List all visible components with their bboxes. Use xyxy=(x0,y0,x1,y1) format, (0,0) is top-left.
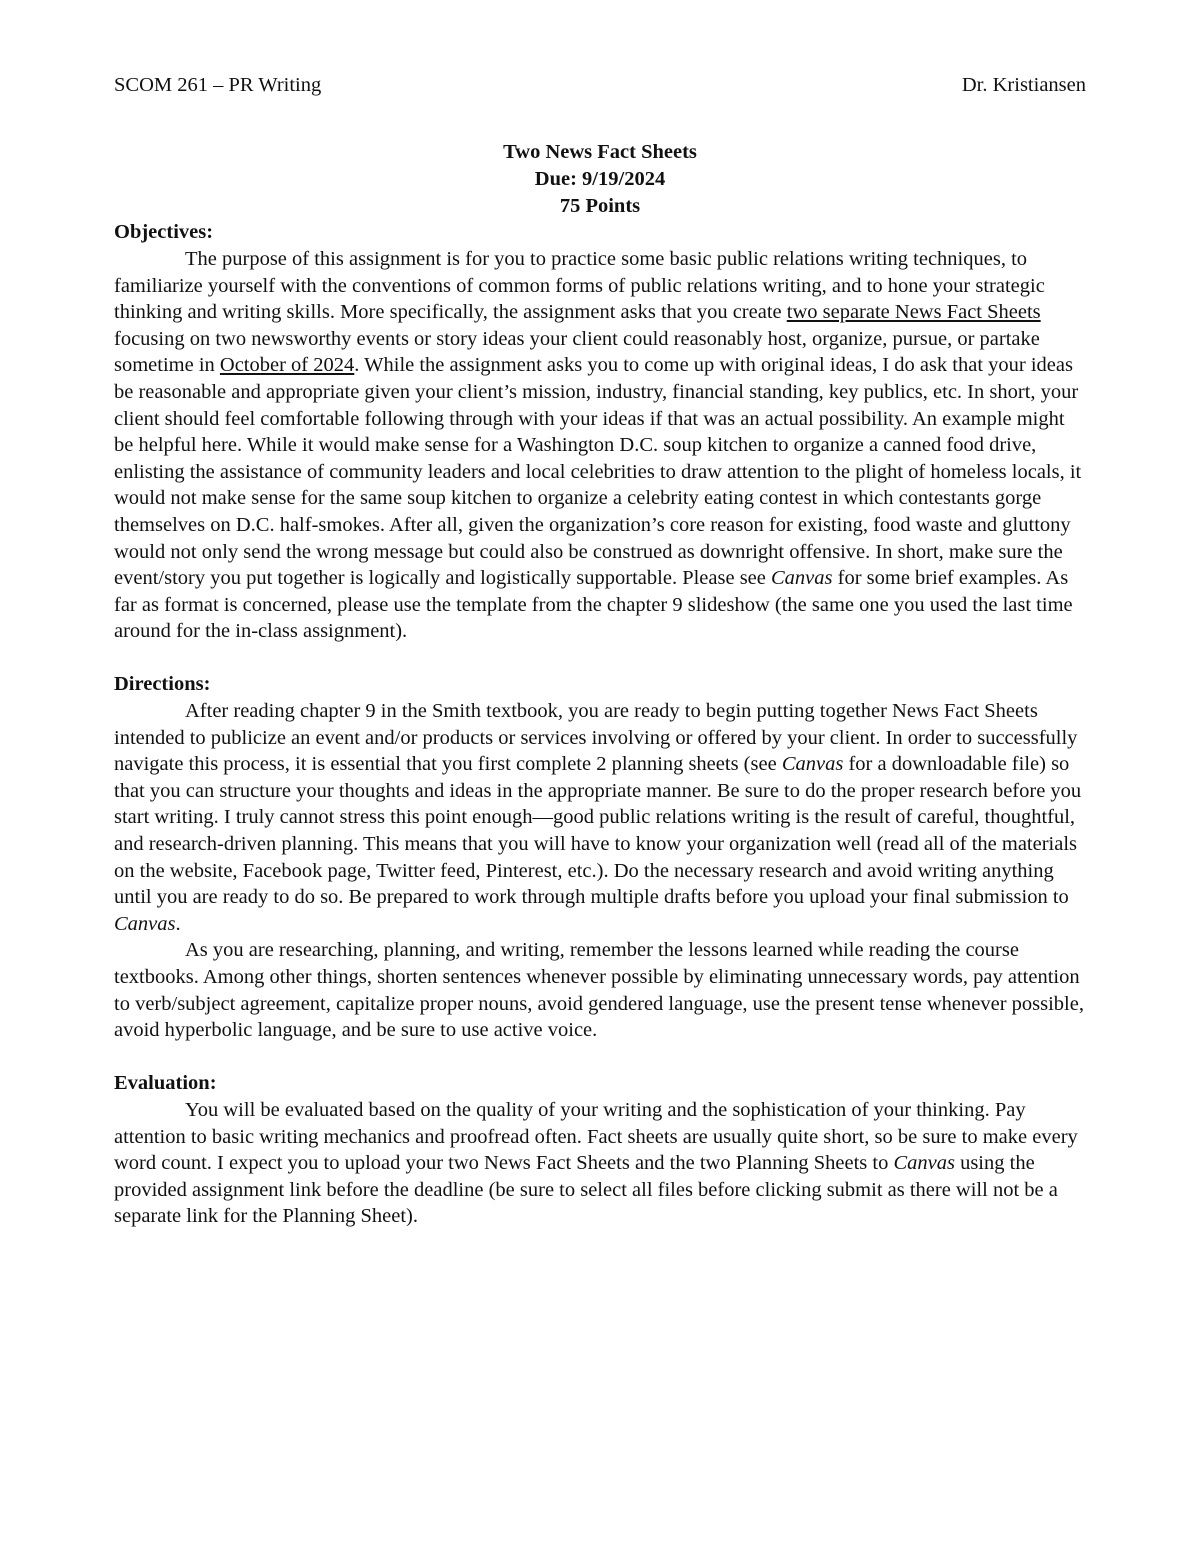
directions-text-3: . xyxy=(175,912,181,935)
directions-paragraph-1 xyxy=(114,698,1086,937)
canvas-italic: Canvas xyxy=(771,567,833,590)
objectives-text-1: The purpose of this assignment is for you to practice some basic public relations writing techniques, to familiarize yourself with the conventions of common forms of public relations writing, and to hone your strategic thinking and writing skills. More specifically, the assignment asks that you create xyxy=(114,247,1045,324)
points: 75 Points xyxy=(559,194,641,217)
directions-paragraph-2: As you are researching, planning, and writing, remember the lessons learned while reading the course textbooks. Among other things, shorten sentences whenever possible by eliminating unnecessary words, pay attention to verb/subject agreement, capitalize proper nouns, avoid gendered language, use the present tense whenever possible, avoid hyperbolic language, and be sure to use active voice. xyxy=(114,939,1084,1042)
objectives-heading: Objectives: xyxy=(114,221,214,244)
october-2024-underlined: October of 2024 xyxy=(219,354,355,377)
evaluation-text-2: using the provided assignment link before the deadline (be sure to select all files before clicking submit as there will not be a separate link for the Planning Sheet). xyxy=(114,1152,1058,1228)
course-name: SCOM 261 – PR Writing xyxy=(114,74,322,96)
due-date: Due: 9/19/2024 xyxy=(534,167,666,190)
canvas-italic: Canvas xyxy=(781,753,844,776)
evaluation-section xyxy=(114,1070,1086,1230)
objectives-text-4: for some brief examples. As far as format is concerned, please use the template from the chapter 9 slideshow (the same one you used the last time around for the in-class assignment). xyxy=(114,567,1073,643)
directions-text-2: for a downloadable file) so that you can structure your thoughts and ideas in the appropriate manner. Be sure to do the proper research before you start writing. I truly cannot stress this point enough—good public relations writing is the result of careful, thoughtful, and research-driven planning. This means that you will have to know your organization well (read all of the materials on the website, Facebook page, Twitter feed, Pinterest, etc.). Do the necessary research and avoid writing anything until you are ready to do so. Be prepared to work through multiple drafts before you upload your final submission to xyxy=(114,753,1082,909)
page-header xyxy=(114,72,1086,102)
two-fact-sheets-underlined: two separate News Fact Sheets xyxy=(786,301,1041,324)
instructor-name: Dr. Kristiansen xyxy=(961,74,1086,96)
directions-text-1: After reading chapter 9 in the Smith textbook, you are ready to begin putting together News Fact Sheets intended to publicize an event and/or products or services involving or offered by your client. In order to successfully navigate this process, it is essential that you first complete 2 planning sheets (see xyxy=(114,700,1078,776)
evaluation-paragraph xyxy=(114,1097,1086,1230)
objectives-paragraph xyxy=(114,246,1086,645)
objectives-text-2: focusing on two newsworthy events or story ideas your client could reasonably host, organize, pursue, or partake sometime in xyxy=(114,327,1040,377)
canvas-italic: Canvas xyxy=(114,912,176,935)
directions-section xyxy=(114,671,1086,1043)
objectives-text-3: . While the assignment asks you to come up with original ideas, I do ask that your ideas be reasonable and appropriate given your client’s mission, industry, financial standing, key publics, etc. In short, your client should feel comfortable following through with your ideas if that was an actual possibility. An example might be helpful here. While it would make sense for a Washington D.C. soup kitchen to organize a canned food drive, enlisting the assistance of community leaders and local celebrities to draw attention to the plight of homeless locals, it would not make sense for the same soup kitchen to organize a celebrity eating contest in which contestants gorge themselves on D.C. half-smokes. After all, given the organization’s core reason for existing, food waste and gluttony would not only send the wrong message but could also be construed as downright offensive. In short, make sure the event/story you put together is logically and logistically supportable. Please see xyxy=(114,354,1082,590)
assignment-title-block xyxy=(114,139,1086,219)
canvas-italic: Canvas xyxy=(893,1152,955,1175)
evaluation-heading: Evaluation: xyxy=(114,1072,217,1095)
objectives-section xyxy=(114,219,1086,645)
document-page xyxy=(114,72,1086,1230)
assignment-title: Two News Fact Sheets xyxy=(503,141,697,163)
evaluation-text-1: You will be evaluated based on the quality of your writing and the sophistication of your thinking. Pay attention to basic writing mechanics and proofread often. Fact sheets are usually quite short, so be sure to make every word count. I expect you to upload your two News Fact Sheets and the two Planning Sheets to xyxy=(114,1098,1078,1175)
directions-heading: Directions: xyxy=(114,673,211,696)
